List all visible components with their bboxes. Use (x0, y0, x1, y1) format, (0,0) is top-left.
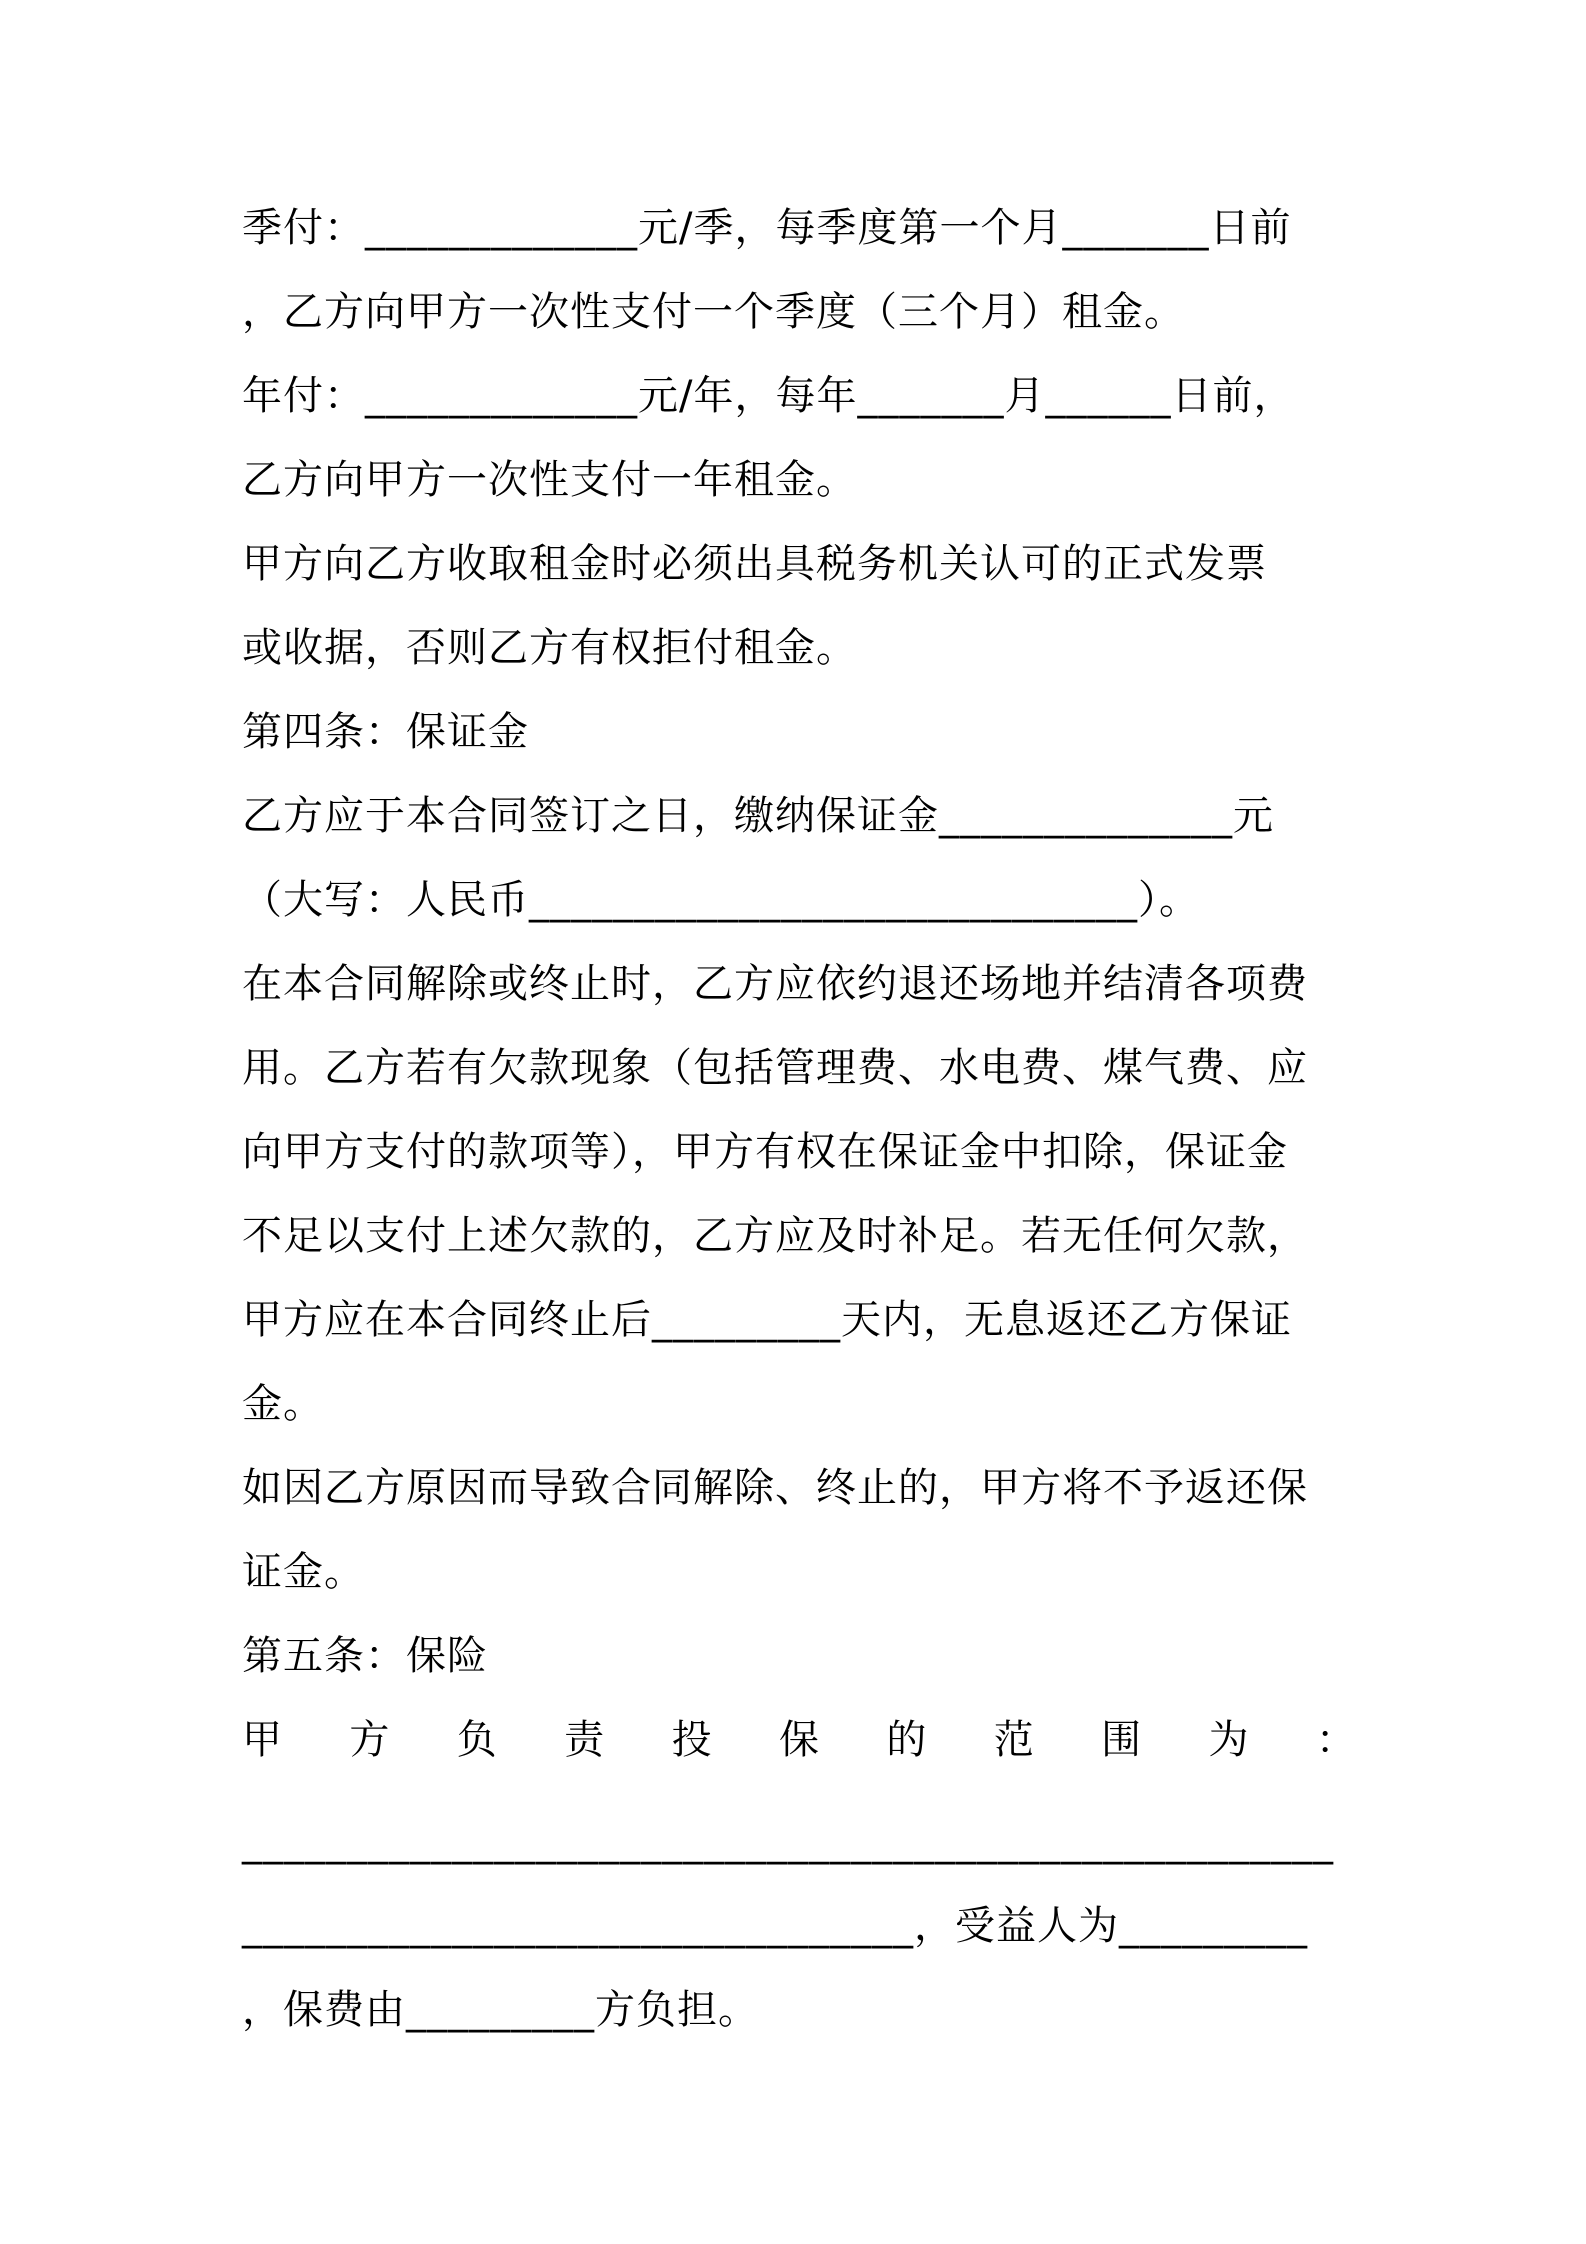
spread-char: 为 (1208, 1717, 1249, 1763)
text-line: 用。乙方若有欠款现象（包括管理费、水电费、煤气费、应 (242, 1045, 1308, 1091)
text-line: 如因乙方原因而导致合同解除、终止的，甲方将不予返还保 (242, 1465, 1308, 1511)
text-line: 乙方向甲方一次性支付一年租金。 (242, 457, 857, 503)
text-line: 年付：_____________元/年，每年_______月______日前， (242, 373, 1295, 419)
spread-char: 负 (456, 1717, 497, 1763)
text-line: 在本合同解除或终止时，乙方应依约退还场地并结清各项费 (242, 961, 1308, 1007)
text-line: 甲方应在本合同终止后_________天内，无息返还乙方保证 (242, 1297, 1292, 1343)
spread-char: 责 (564, 1717, 605, 1763)
section-heading: 第五条：保险 (242, 1633, 488, 1679)
spread-char: 范 (993, 1717, 1034, 1763)
section-heading: 第四条：保证金 (242, 709, 529, 755)
text-line: 金。 (242, 1381, 324, 1427)
spread-char: 保 (778, 1717, 819, 1763)
spread-char: 的 (886, 1717, 927, 1763)
spread-text-line (242, 1698, 1356, 1782)
text-line: 证金。 (242, 1549, 365, 1595)
text-line: ，乙方向甲方一次性支付一个季度（三个月）租金。 (242, 289, 1185, 335)
text-line: 不足以支付上述欠款的，乙方应及时补足。若无任何欠款， (242, 1213, 1308, 1259)
text-line: 或收据，否则乙方有权拒付租金。 (242, 625, 857, 671)
text-line: （大写：人民币_____________________________）。 (242, 877, 1200, 923)
text-line: ________________________________，受益人为_________ (242, 1903, 1308, 1949)
spread-char: 甲 (242, 1717, 282, 1763)
text-line: 乙方应于本合同签订之日，缴纳保证金______________元 (242, 793, 1274, 839)
spread-char: 方 (349, 1717, 390, 1763)
spread-char: 投 (671, 1717, 712, 1763)
text-line: 向甲方支付的款项等），甲方有权在保证金中扣除，保证金 (242, 1129, 1288, 1175)
blank-line: ____________________________________________________ (242, 1819, 1334, 1865)
text-line: 季付：_____________元/季，每季度第一个月_______日前 (242, 205, 1292, 251)
text-line: 甲方向乙方收取租金时必须出具税务机关认可的正式发票 (242, 541, 1267, 587)
spread-char: ： (1315, 1717, 1356, 1763)
text-line: ，保费由_________方负担。 (242, 1987, 759, 2033)
spread-char: 围 (1101, 1717, 1142, 1763)
